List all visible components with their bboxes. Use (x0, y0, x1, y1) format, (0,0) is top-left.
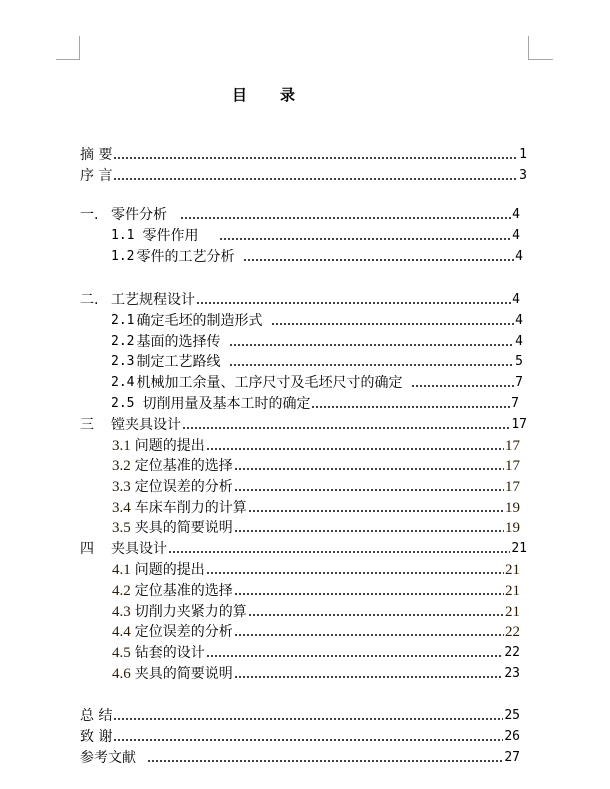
toc-item-number: 1.2 (111, 249, 135, 264)
toc-item-number: 2.4 (111, 375, 135, 390)
toc-item-label: 钻套的设计 (134, 645, 205, 661)
toc-entry-label: 序 言 (80, 168, 113, 184)
toc-entry-page: 4 (512, 292, 520, 307)
toc-item-label: 零件作用 (142, 228, 199, 244)
toc-item-1-1[interactable] (111, 226, 520, 246)
toc-entry-page: 19 (505, 500, 520, 516)
toc-section-4[interactable] (80, 539, 527, 559)
toc-entry-acknowledgements[interactable] (80, 727, 520, 747)
dot-leader (248, 498, 504, 518)
toc-entry-page: 4 (515, 334, 523, 349)
toc-entry-page: 17 (505, 479, 520, 495)
toc-item-number: 3.1 (112, 438, 131, 454)
dot-leader (196, 290, 511, 310)
toc-item-3-4[interactable] (112, 498, 520, 518)
dot-leader (311, 394, 510, 414)
toc-entry-references[interactable] (80, 748, 520, 768)
toc-item-label: 定位误差的分析 (134, 624, 233, 640)
toc-section-label: 工艺规程设计 (111, 292, 195, 308)
toc-item-3-5[interactable] (112, 518, 520, 538)
toc-entry-page: 17 (511, 417, 527, 432)
dot-leader (229, 352, 514, 372)
toc-entry-page: 1 (519, 147, 527, 162)
toc-item-label: 定位基准的选择 (134, 458, 233, 474)
dot-leader (113, 166, 518, 186)
toc-title (232, 84, 295, 105)
toc-entry-page: 7 (511, 396, 519, 411)
toc-item-label: 零件的工艺分析 (136, 249, 235, 265)
dot-leader (147, 748, 503, 768)
toc-section-number: 四 (80, 541, 94, 557)
dot-leader (113, 727, 503, 747)
toc-item-4-2[interactable] (112, 581, 520, 601)
toc-item-label: 机械加工余量、工序尺寸及毛坯尺寸的确定 (136, 375, 403, 391)
toc-item-2-3[interactable] (111, 352, 523, 372)
toc-entry-page: 3 (519, 168, 527, 183)
dot-leader (219, 226, 511, 246)
dot-leader (234, 622, 504, 642)
dot-leader (182, 415, 510, 435)
toc-item-label: 切削力夹紧力的算 (134, 604, 247, 620)
toc-entry-page: 4 (515, 313, 523, 328)
toc-entry-page: 4 (515, 249, 523, 264)
toc-item-number: 2.3 (111, 354, 135, 369)
toc-item-number: 4.1 (112, 562, 131, 578)
dot-leader (271, 311, 514, 331)
toc-item-number: 4.2 (112, 583, 131, 599)
toc-entry-page: 26 (504, 729, 520, 744)
toc-section-label: 镗夹具设计 (111, 417, 181, 433)
toc-entry-label: 致 谢 (80, 729, 113, 745)
dot-leader (180, 205, 511, 225)
dot-leader (229, 332, 514, 352)
toc-section-3[interactable] (80, 415, 527, 435)
toc-entry-summary[interactable] (80, 706, 520, 726)
toc-entry-page: 17 (505, 438, 520, 454)
toc-entry-page: 23 (504, 666, 520, 681)
dot-leader (243, 247, 514, 267)
toc-item-4-3[interactable] (112, 602, 520, 622)
dot-leader (206, 436, 504, 456)
toc-item-number: 4.6 (112, 666, 131, 682)
toc-entry-page: 19 (505, 520, 520, 536)
toc-entry-page: 21 (505, 562, 520, 578)
toc-entry-page: 4 (512, 207, 520, 222)
toc-item-2-4[interactable] (111, 373, 523, 393)
toc-item-number: 3.4 (112, 500, 131, 516)
toc-section-number: 三 (80, 417, 94, 433)
toc-entry-page: 22 (504, 645, 520, 660)
toc-entry-page: 21 (505, 583, 520, 599)
dot-leader (234, 581, 504, 601)
page-corner-mark-left (56, 36, 80, 60)
toc-item-label: 车床车削力的计算 (134, 500, 247, 516)
dot-leader (234, 456, 504, 476)
toc-item-number: 2.2 (111, 334, 135, 349)
toc-item-label: 基面的选择传 (136, 334, 221, 350)
toc-entry-page: 27 (504, 750, 520, 765)
dot-leader (206, 560, 504, 580)
toc-item-label: 确定毛坯的制造形式 (136, 313, 263, 329)
dot-leader (206, 643, 504, 663)
toc-item-number: 2.5 (111, 396, 135, 411)
toc-item-2-1[interactable] (111, 311, 523, 331)
toc-entry-page: 17 (505, 458, 520, 474)
toc-item-number: 3.5 (112, 520, 131, 536)
toc-section-1[interactable] (80, 205, 520, 225)
toc-entry-label: 总 结 (80, 708, 113, 724)
toc-entry-label: 摘 要 (80, 147, 113, 163)
toc-item-1-2[interactable] (111, 247, 523, 267)
toc-entry-page: 22 (505, 624, 520, 640)
toc-item-label: 夹具的简要说明 (134, 666, 233, 682)
dot-leader (248, 602, 504, 622)
toc-entry-page: 7 (515, 375, 523, 390)
dot-leader (234, 664, 504, 684)
dot-leader (168, 539, 510, 559)
toc-entry-page: 4 (512, 228, 520, 243)
toc-item-2-5[interactable] (111, 394, 519, 414)
toc-title-char-2: 录 (280, 86, 296, 104)
toc-item-3-1[interactable] (112, 436, 520, 456)
toc-entry-label: 参考文献 (80, 750, 136, 766)
toc-item-label: 定位误差的分析 (134, 479, 233, 495)
toc-item-label: 制定工艺路线 (136, 354, 221, 370)
toc-item-4-5[interactable] (112, 643, 520, 663)
toc-entry-preface[interactable] (80, 166, 527, 186)
toc-section-number: 一. (80, 207, 99, 223)
toc-item-label: 切削用量及基本工时的确定 (142, 396, 311, 412)
page-corner-mark-right (528, 36, 553, 60)
dot-leader (113, 145, 518, 165)
toc-section-label: 夹具设计 (111, 541, 167, 557)
toc-item-2-2[interactable] (111, 332, 523, 352)
toc-section-label: 零件分析 (111, 207, 167, 223)
toc-item-number: 1.1 (111, 228, 135, 243)
dot-leader (411, 373, 514, 393)
toc-title-char-1: 目 (232, 86, 248, 104)
toc-item-3-2[interactable] (112, 456, 520, 476)
toc-section-2[interactable] (80, 290, 520, 310)
toc-item-label: 问题的提出 (134, 562, 205, 578)
toc-entry-page: 5 (515, 354, 523, 369)
toc-item-number: 3.3 (112, 479, 131, 495)
toc-item-label: 定位基准的选择 (134, 583, 233, 599)
dot-leader (113, 706, 503, 726)
toc-entry-page: 21 (505, 604, 520, 620)
toc-item-number: 4.3 (112, 604, 131, 620)
toc-item-label: 问题的提出 (134, 438, 205, 454)
toc-item-label: 夹具的简要说明 (134, 520, 233, 536)
dot-leader (234, 518, 504, 538)
toc-item-number: 4.4 (112, 624, 131, 640)
toc-entry-page: 21 (511, 541, 527, 556)
toc-entry-abstract[interactable] (80, 145, 527, 165)
dot-leader (234, 477, 504, 497)
toc-entry-page: 25 (504, 708, 520, 723)
toc-item-4-4[interactable] (112, 622, 520, 642)
toc-item-4-6[interactable] (112, 664, 520, 684)
toc-item-number: 2.1 (111, 313, 135, 328)
toc-item-4-1[interactable] (112, 560, 520, 580)
toc-item-number: 4.5 (112, 645, 131, 661)
toc-item-number: 3.2 (112, 458, 131, 474)
toc-section-number: 二. (80, 292, 99, 308)
toc-item-3-3[interactable] (112, 477, 520, 497)
